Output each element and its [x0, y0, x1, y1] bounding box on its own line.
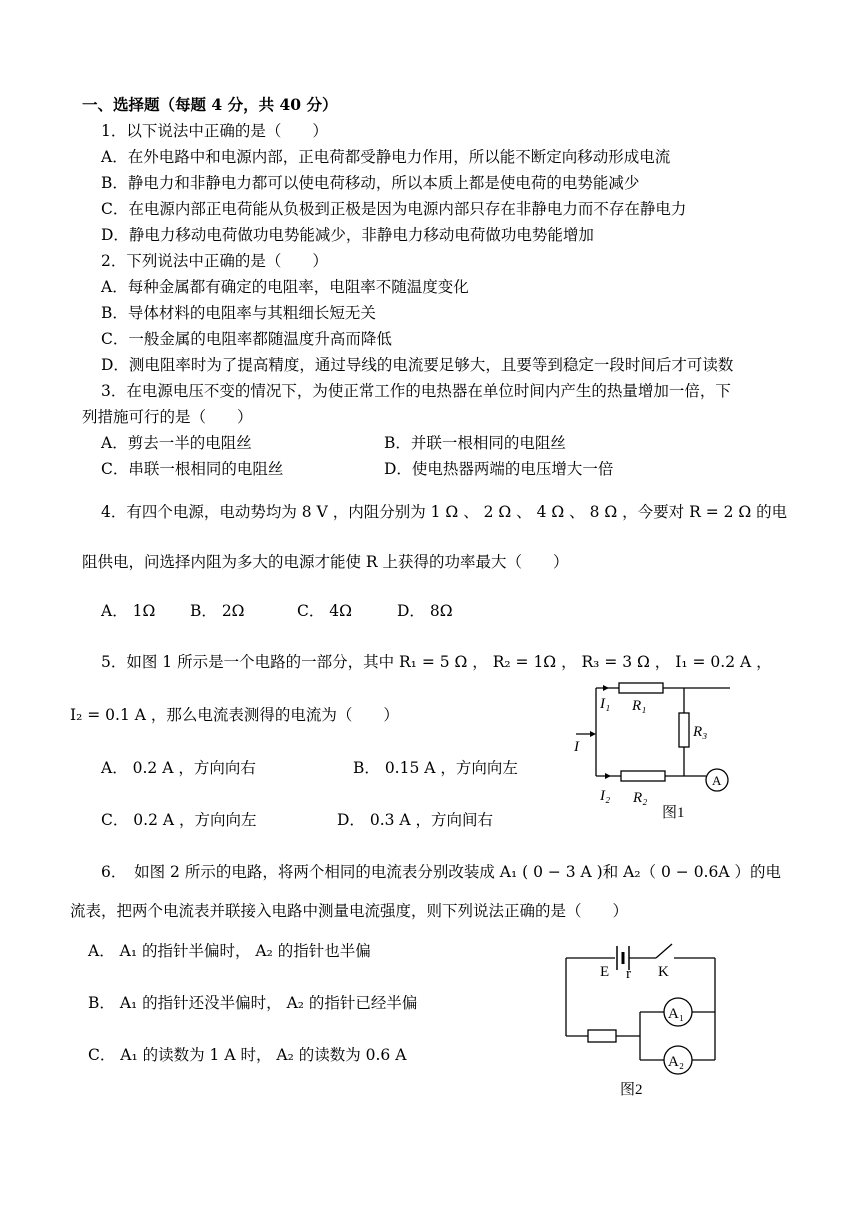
- fig2-label-a2: A₂: [668, 1054, 685, 1070]
- q1-option-a: A．在外电路中和电源内部，正电荷都受静电力作用，所以能不断定向移动形成电流: [101, 148, 671, 166]
- q2-option-b: B．导体材料的电阻率与其粗细长短无关: [101, 304, 376, 322]
- figure-2-svg: [560, 938, 728, 1102]
- q5-stem-line2: I₂ = 0.1 A ，那么电流表测得的电流为（ ）: [70, 706, 399, 724]
- q4-option-d: D． 8Ω: [397, 602, 453, 620]
- q3-stem-line1: 3．在电源电压不变的情况下，为使正常工作的电热器在单位时间内产生的热量增加一倍，下: [101, 382, 731, 400]
- q4-option-a: A． 1Ω: [101, 602, 156, 620]
- fig2-label-k: K: [658, 964, 669, 980]
- q3-stem-line2: 列措施可行的是（ ）: [82, 408, 253, 426]
- q3-option-d: D．使电热器两端的电压增大一倍: [384, 460, 614, 478]
- q5-option-b: B． 0.15 A ，方向向左: [353, 759, 518, 777]
- q5-option-a: A． 0.2 A ，方向向右: [101, 759, 256, 777]
- q6-option-b: B． A₁ 的指针还没半偏时， A₂ 的指针已经半偏: [88, 994, 418, 1012]
- fig1-ammeter-label: A: [712, 773, 722, 788]
- q6-stem-line1: 6． 如图 2 所示的电路，将两个相同的电流表分别改装成 A₁ ( 0 − 3 A )和 A₂（ 0 − 0.6A ）的电: [101, 863, 781, 881]
- q2-option-d: D．测电阻率时为了提高精度，通过导线的电流要足够大，且要等到稳定一段时间后才可读数: [101, 356, 734, 374]
- figure-2-circuit: [560, 938, 728, 1102]
- q5-option-c: C． 0.2 A ，方向向左: [101, 811, 257, 829]
- q4-stem-line2: 阻供电，问选择内阻为多大的电源才能使 R 上获得的功率最大（ ）: [82, 553, 569, 571]
- q2-option-c: C．一般金属的电阻率都随温度升高而降低: [101, 330, 392, 348]
- fig1-label-r3: R₃: [693, 724, 708, 740]
- fig2-label-e: E: [600, 964, 610, 980]
- fig2-label-r: r: [626, 966, 631, 982]
- fig2-label-a1: A₁: [668, 1006, 685, 1022]
- fig1-label-i1: I₁: [600, 696, 611, 712]
- q6-option-c: C． A₁ 的读数为 1 A 时， A₂ 的读数为 0.6 A: [88, 1046, 407, 1064]
- q6-option-a: A． A₁ 的指针半偏时， A₂ 的指针也半偏: [88, 942, 371, 960]
- fig1-label-i: I: [574, 739, 579, 755]
- q5-option-d: D． 0.3 A ，方向间右: [337, 811, 494, 829]
- q4-stem-line1: 4．有四个电源，电动势均为 8 V ，内阻分别为 1 Ω 、 2 Ω 、 4 Ω 、 8 Ω ，今要对 R = 2 Ω 的电: [101, 503, 788, 521]
- q2-option-a: A．每种金属都有确定的电阻率，电阻率不随温度变化: [101, 278, 469, 296]
- q1-option-d: D．静电力移动电荷做功电势能减少，非静电力移动电荷做功电势能增加: [101, 226, 594, 244]
- q3-option-a: A．剪去一半的电阻丝: [101, 434, 252, 452]
- q5-stem-line1: 5．如图 1 所示是一个电路的一部分，其中 R₁ = 5 Ω ， R₂ = 1Ω ， R₃ = 3 Ω ， I₁ = 0.2 A ，: [101, 653, 772, 671]
- fig1-label-r1: R₁: [632, 698, 647, 714]
- q1-option-c: C．在电源内部正电荷能从负极到正极是因为电源内部只存在非静电力而不存在静电力: [101, 200, 687, 218]
- q3-option-b: B．并联一根相同的电阻丝: [384, 434, 566, 452]
- figure-1-svg: [562, 678, 752, 828]
- fig1-label-i2: I₂: [600, 788, 611, 804]
- q2-stem: 2．下列说法中正确的是（ ）: [101, 252, 328, 270]
- q3-option-c: C．串联一根相同的电阻丝: [101, 460, 284, 478]
- section-title: 一、选择题（每题 4 分，共 40 分）: [82, 95, 338, 114]
- fig1-label-r2: R₂: [633, 790, 648, 806]
- q1-stem: 1．以下说法中正确的是（ ）: [101, 122, 328, 140]
- q1-option-b: B．静电力和非静电力都可以使电荷移动，所以本质上都是使电荷的电势能减少: [101, 174, 640, 192]
- figure-1-circuit: [562, 678, 752, 828]
- fig1-caption: 图1: [662, 805, 685, 821]
- fig2-caption: 图2: [620, 1082, 643, 1098]
- q6-stem-line2: 流表，把两个电流表并联接入电路中测量电流强度，则下列说法正确的是（ ）: [70, 902, 629, 920]
- q4-option-c: C． 4Ω: [297, 602, 352, 620]
- q4-option-b: B． 2Ω: [190, 602, 245, 620]
